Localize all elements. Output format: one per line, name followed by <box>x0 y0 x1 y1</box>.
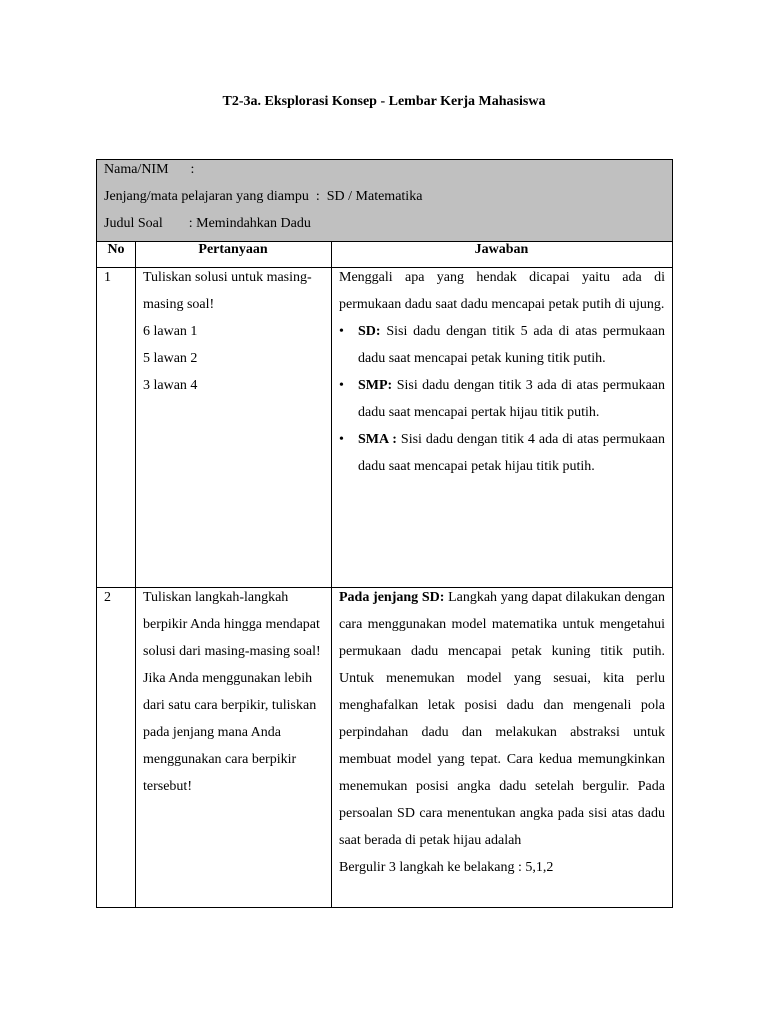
column-divider <box>331 241 332 907</box>
question-line: masing soal! <box>143 297 215 312</box>
bullet-label: SMP: <box>358 378 393 393</box>
column-header-no: No <box>107 242 125 257</box>
page-title: T2-3a. Eksplorasi Konsep - Lembar Kerja Mahasiswa <box>222 94 546 109</box>
jenjang-line: Jenjang/mata pelajaran yang diampu : SD / Matematika <box>104 189 423 204</box>
judul-line <box>104 214 311 234</box>
question-line: Tuliskan solusi untuk masing- <box>143 270 312 285</box>
answer-bullet <box>339 318 665 372</box>
answer-bullet <box>339 372 665 426</box>
column-header-pertanyaan: Pertanyaan <box>198 242 268 257</box>
question-line: Jika Anda menggunakan lebih <box>143 671 313 686</box>
question-cell <box>143 584 329 800</box>
nama-sep: : <box>190 162 195 177</box>
bullet-text: Sisi dadu dengan titik 4 ada di atas permukaan dadu saat mencapai petak hijau titik putih. <box>358 432 665 474</box>
bullet-icon: • <box>339 378 344 393</box>
answer-cell <box>339 264 665 480</box>
bullet-text: Sisi dadu dengan titik 3 ada di atas permukaan dadu saat mencapai pertak hijau titik putih. <box>358 378 665 420</box>
nama-label: Nama/NIM <box>104 162 169 177</box>
judul-label: Judul Soal <box>104 216 163 231</box>
question-line: 5 lawan 2 <box>143 351 198 366</box>
question-line: berpikir Anda hingga mendapat <box>143 617 320 632</box>
bullet-icon: • <box>339 324 344 339</box>
answer-cell <box>339 584 665 881</box>
question-cell <box>143 264 312 399</box>
answer-bullet <box>339 426 665 480</box>
row-number: 2 <box>104 590 111 605</box>
answer-intro: Menggali apa yang hendak dicapai yaitu ada di permukaan dadu saat dadu mencapai petak putih di ujung. <box>339 270 665 312</box>
answer-label: Pada jenjang SD: <box>339 590 445 605</box>
question-line: solusi dari masing-masing soal! <box>143 644 321 659</box>
question-line: dari satu cara berpikir, tuliskan <box>143 698 317 713</box>
column-header-jawaban: Jawaban <box>474 242 529 257</box>
worksheet-table <box>96 159 673 908</box>
answer-paragraph <box>339 584 665 854</box>
answer-last-line: Bergulir 3 langkah ke belakang : 5,1,2 <box>339 860 554 875</box>
question-line: Tuliskan langkah-langkah <box>143 590 289 605</box>
row-number: 1 <box>104 270 111 285</box>
question-line: pada jenjang mana Anda <box>143 725 282 740</box>
question-line: tersebut! <box>143 779 192 794</box>
judul-value: : Memindahkan Dadu <box>188 216 311 231</box>
header-section <box>97 160 672 242</box>
bullet-label: SMA : <box>358 432 397 447</box>
answer-text: Langkah yang dapat dilakukan dengan cara menggunakan model matematika untuk mengetahui permukaan dadu mencapai petak kuning titik putih. Untuk menemukan model yang sesuai, kita perlu menghafalkan letak posisi dadu dan mengenali pola perpindahan dadu dan melakukan abstraksi untuk membuat model yang tepat. Cara kedua memungkinkan menemukan posisi angka dadu setelah bergulir. Pada persoalan SD cara menentukan angka pada sisi atas dadu saat berada di petak hijau adalah <box>339 590 665 848</box>
bullet-icon: • <box>339 432 344 447</box>
question-line: 6 lawan 1 <box>143 324 198 339</box>
question-line: menggunakan cara berpikir <box>143 752 297 767</box>
question-line: 3 lawan 4 <box>143 378 198 393</box>
bullet-text: Sisi dadu dengan titik 5 ada di atas permukaan dadu saat mencapai petak kuning titik putih. <box>358 324 665 366</box>
column-divider <box>135 241 136 907</box>
nama-line <box>104 160 194 180</box>
bullet-label: SD: <box>358 324 381 339</box>
